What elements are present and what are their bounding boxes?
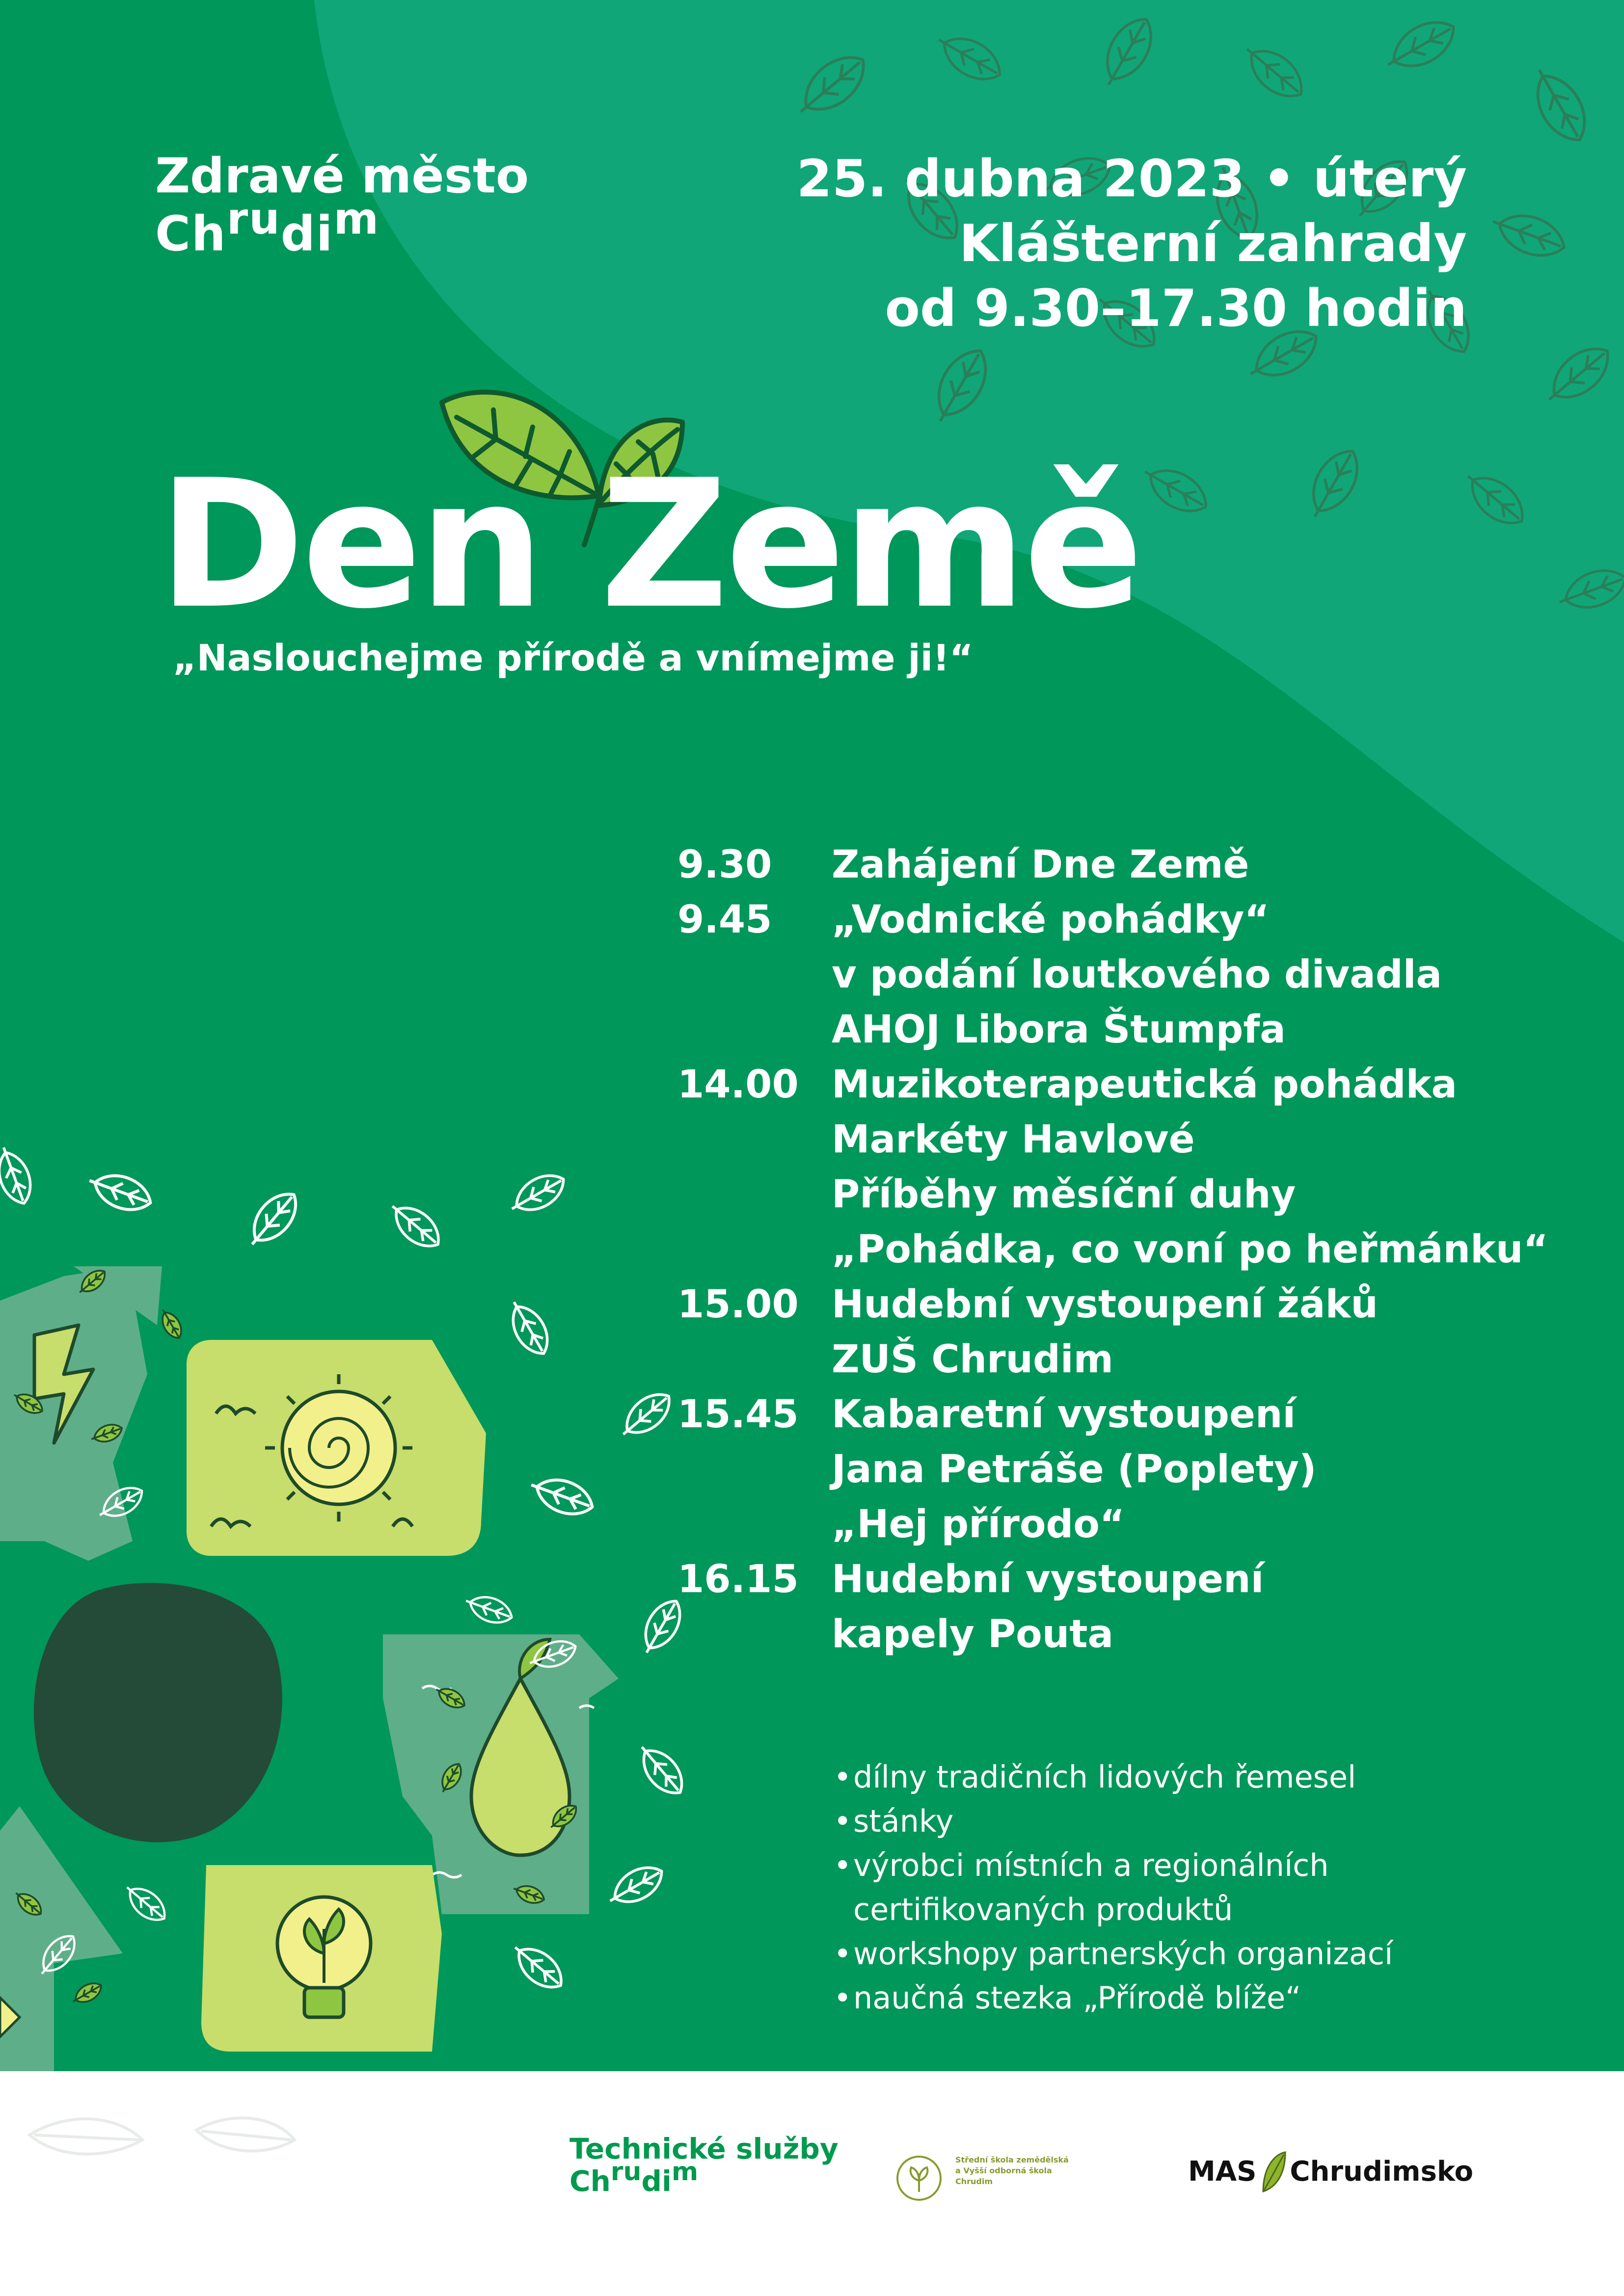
schedule-line: Jana Petráše (Poplety)	[832, 1447, 1317, 1492]
leaf-icon	[930, 25, 1008, 89]
bullet-icon: •	[834, 1980, 852, 2016]
schedule-line: Hudební vystoupení žáků	[832, 1282, 1378, 1327]
activities-list	[834, 1755, 1393, 2020]
activity-item: • dílny tradičních lidových řemesel	[834, 1755, 1393, 1799]
schedule-time: 14.00	[677, 1063, 799, 1107]
leaf-icon	[1379, 11, 1462, 80]
schedule-item	[677, 1057, 1548, 1277]
leaf-icon	[241, 1185, 306, 1255]
footer-leaf-icon	[0, 2071, 373, 2169]
activity-item: certifikovaných produktů	[834, 1888, 1393, 1932]
schedule-item	[677, 892, 1548, 1057]
leaf-icon	[84, 1166, 156, 1217]
activity-item: • výrobci místních a regionálních	[834, 1843, 1393, 1888]
event-hours: od 9.30–17.30 hodin	[885, 278, 1467, 338]
event-subtitle: „Naslouchejme přírodě a vnímejme ji!“	[173, 637, 974, 679]
mas-chrudimsko-logo: MAS Chrudimsko	[1188, 2150, 1473, 2194]
leaf-icon	[923, 341, 998, 430]
schedule-line: Zahájení Dne Země	[832, 843, 1249, 887]
leaf-icon	[1457, 463, 1532, 534]
leaf-icon	[505, 1167, 570, 1221]
leaf-icon	[614, 1386, 678, 1445]
leaf-icon	[0, 1143, 37, 1208]
bullet-icon	[834, 1888, 853, 1932]
schedule-item	[677, 1277, 1548, 1387]
leaf-icon	[1299, 442, 1368, 526]
leaf-icon	[383, 1195, 447, 1255]
leaf-icon	[603, 1859, 669, 1913]
school-name: Střední škola zemědělská a Vyšší odborná škola Chrudim	[955, 2155, 1069, 2186]
schedule-line: Kabaretní vystoupení	[832, 1392, 1296, 1437]
schedule-time: 9.30	[677, 843, 772, 887]
schedule-line: Muzikoterapeutická pohádka	[832, 1063, 1458, 1107]
leaf-icon	[634, 1594, 689, 1660]
bullet-icon: •	[834, 1936, 852, 1972]
leaf-icon	[1093, 10, 1162, 94]
leaf-icon	[631, 1738, 691, 1802]
leaf-icon	[526, 1470, 598, 1522]
schedule-time: 15.00	[677, 1282, 799, 1327]
schedule-line: Příběhy měsíční duhy	[832, 1173, 1296, 1217]
bullet-icon: •	[834, 1803, 852, 1839]
schedule-item	[677, 837, 1548, 892]
event-title: Den Země	[158, 442, 1141, 647]
event-place: Klášterní zahrady	[959, 214, 1467, 273]
event-date: 25. dubna 2023 • úterý	[796, 149, 1467, 209]
bottom-arrow-shape	[0, 1806, 123, 2076]
leaf-icon	[506, 1936, 570, 1996]
recycle-illustration	[0, 1119, 717, 2076]
school-emblem-icon	[894, 2154, 944, 2203]
leaf-icon	[156, 1306, 186, 1342]
activity-item: • stánky	[834, 1799, 1393, 1843]
schedule-time: 15.45	[677, 1392, 799, 1437]
schedule-line: ZUŠ Chrudim	[832, 1337, 1113, 1382]
schedule-time: 16.15	[677, 1557, 799, 1602]
leaf-icon	[462, 1590, 515, 1628]
event-info	[796, 146, 1467, 341]
activity-item: • workshopy partnerských organizací	[834, 1932, 1393, 1976]
leaf-icon	[69, 1978, 105, 2008]
bullet-icon: •	[834, 1759, 852, 1795]
schedule-item	[677, 1552, 1548, 1662]
mas-leaf-icon	[1258, 2150, 1288, 2194]
leaf-icon	[1554, 562, 1624, 618]
organizer-line: Zdravé město	[155, 148, 529, 204]
organizer-city: Chrudim	[155, 193, 380, 262]
schedule-line: „Vodnické pohádky“	[832, 898, 1270, 942]
lightning-arrow-icon	[0, 1266, 162, 1561]
leaf-icon	[1487, 205, 1570, 265]
leaf-icon	[1538, 337, 1619, 413]
leaf-icon	[119, 1878, 171, 1927]
dark-circle-shape	[34, 1583, 282, 1842]
schedule-line: „Hej přírodo“	[832, 1502, 1125, 1547]
schedule-line: v podání loutkového divadla	[832, 953, 1442, 997]
sun-icon	[187, 1340, 486, 1556]
schedule	[677, 837, 1548, 1662]
leaf-icon	[1522, 60, 1597, 149]
schedule-item	[677, 1387, 1548, 1552]
bullet-icon: •	[834, 1847, 852, 1883]
schedule-time: 9.45	[677, 898, 772, 942]
schedule-line: Hudební vystoupení	[832, 1557, 1264, 1602]
schedule-line: Markéty Havlové	[832, 1118, 1195, 1162]
activity-item: • naučná stezka „Přírodě blíže“	[834, 1976, 1393, 2020]
organizer-logo	[155, 147, 529, 265]
leaf-icon	[502, 1295, 556, 1361]
lightbulb-icon	[201, 1865, 442, 2052]
leaf-icon	[788, 45, 875, 127]
leaf-icon	[1236, 36, 1311, 107]
schedule-line: AHOJ Libora Štumpfa	[832, 1008, 1286, 1052]
leaf-icon	[1137, 457, 1214, 521]
schedule-line: „Pohádka, co voní po heřmánku“	[832, 1228, 1548, 1272]
technical-services-logo: Technické služby Chrudim	[569, 2132, 839, 2198]
schedule-line: kapely Pouta	[832, 1612, 1114, 1656]
